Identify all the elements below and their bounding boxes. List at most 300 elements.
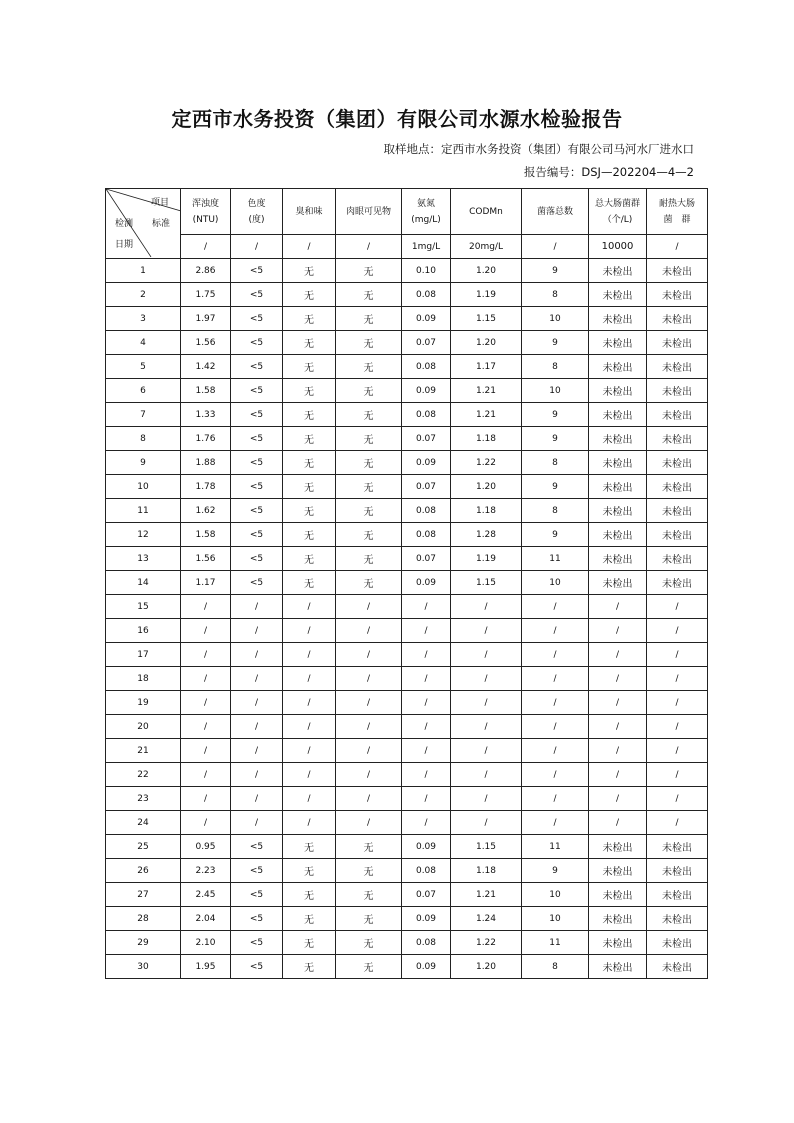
- cell-total-coliform: /: [589, 739, 647, 763]
- cell-codmn: 1.18: [451, 859, 522, 883]
- cell-visible-matter: /: [336, 643, 402, 667]
- cell-color: <5: [231, 283, 283, 307]
- cell-colony-count: 9: [522, 523, 589, 547]
- cell-visible-matter: /: [336, 667, 402, 691]
- cell-total-coliform: /: [589, 763, 647, 787]
- cell-turbidity: 1.97: [181, 307, 231, 331]
- cell-turbidity: 1.17: [181, 571, 231, 595]
- cell-color: /: [231, 739, 283, 763]
- cell-ammonia: /: [402, 643, 451, 667]
- cell-ammonia: 0.09: [402, 907, 451, 931]
- cell-color: <5: [231, 907, 283, 931]
- cell-thermo-coliform: /: [647, 787, 708, 811]
- cell-colony-count: 9: [522, 427, 589, 451]
- cell-turbidity: /: [181, 619, 231, 643]
- cell-total-coliform: 未检出: [589, 859, 647, 883]
- table-row: [106, 571, 708, 595]
- cell-thermo-coliform: 未检出: [647, 451, 708, 475]
- cell-thermo-coliform: 未检出: [647, 883, 708, 907]
- table-body: [106, 259, 708, 979]
- cell-colony-count: 8: [522, 955, 589, 979]
- cell-ammonia: /: [402, 691, 451, 715]
- cell-ammonia: /: [402, 619, 451, 643]
- cell-color: /: [231, 619, 283, 643]
- cell-total-coliform: 未检出: [589, 355, 647, 379]
- cell-thermo-coliform: /: [647, 619, 708, 643]
- cell-color: <5: [231, 883, 283, 907]
- cell-odor: /: [283, 787, 336, 811]
- cell-ammonia: 0.08: [402, 931, 451, 955]
- cell-total-coliform: /: [589, 643, 647, 667]
- table-row: [106, 811, 708, 835]
- report-number: 报告编号：DSJ—202204—4—2: [523, 165, 694, 179]
- cell-codmn: 1.15: [451, 835, 522, 859]
- cell-codmn: 1.19: [451, 283, 522, 307]
- cell-visible-matter: 无: [336, 523, 402, 547]
- sampling-location: 取样地点：定西市水务投资（集团）有限公司马河水厂进水口: [383, 142, 694, 156]
- cell-turbidity: 1.88: [181, 451, 231, 475]
- table-row: [106, 259, 708, 283]
- cell-total-coliform: 未检出: [589, 907, 647, 931]
- cell-date: 8: [106, 427, 181, 451]
- cell-colony-count: 9: [522, 259, 589, 283]
- cell-visible-matter: 无: [336, 307, 402, 331]
- cell-color: /: [231, 763, 283, 787]
- cell-odor: /: [283, 811, 336, 835]
- standard-value: /: [231, 235, 283, 259]
- cell-color: <5: [231, 259, 283, 283]
- cell-color: <5: [231, 499, 283, 523]
- water-quality-table: [105, 188, 708, 979]
- cell-codmn: /: [451, 763, 522, 787]
- cell-codmn: /: [451, 715, 522, 739]
- cell-odor: 无: [283, 259, 336, 283]
- cell-thermo-coliform: /: [647, 739, 708, 763]
- cell-date: 5: [106, 355, 181, 379]
- table-row: [106, 619, 708, 643]
- cell-colony-count: 9: [522, 403, 589, 427]
- cell-total-coliform: 未检出: [589, 379, 647, 403]
- col-header-colony-count: 菌落总数: [522, 189, 589, 235]
- table-row: [106, 355, 708, 379]
- cell-ammonia: 0.07: [402, 475, 451, 499]
- cell-odor: 无: [283, 523, 336, 547]
- cell-date: 3: [106, 307, 181, 331]
- cell-colony-count: 8: [522, 451, 589, 475]
- cell-colony-count: 10: [522, 307, 589, 331]
- cell-visible-matter: /: [336, 787, 402, 811]
- table-row: [106, 787, 708, 811]
- cell-codmn: 1.20: [451, 331, 522, 355]
- col-header-visible-matter: 肉眼可见物: [336, 189, 402, 235]
- cell-odor: /: [283, 715, 336, 739]
- cell-codmn: /: [451, 787, 522, 811]
- cell-visible-matter: /: [336, 691, 402, 715]
- cell-visible-matter: /: [336, 811, 402, 835]
- cell-codmn: 1.20: [451, 955, 522, 979]
- cell-odor: 无: [283, 283, 336, 307]
- cell-thermo-coliform: 未检出: [647, 571, 708, 595]
- cell-ammonia: 0.09: [402, 451, 451, 475]
- table-row: [106, 763, 708, 787]
- cell-total-coliform: 未检出: [589, 523, 647, 547]
- cell-turbidity: 1.56: [181, 547, 231, 571]
- table-row: [106, 691, 708, 715]
- cell-odor: 无: [283, 451, 336, 475]
- cell-codmn: /: [451, 643, 522, 667]
- cell-thermo-coliform: /: [647, 667, 708, 691]
- cell-visible-matter: /: [336, 595, 402, 619]
- cell-date: 21: [106, 739, 181, 763]
- cell-ammonia: /: [402, 595, 451, 619]
- cell-visible-matter: 无: [336, 403, 402, 427]
- table-row: [106, 499, 708, 523]
- cell-ammonia: 0.09: [402, 835, 451, 859]
- standard-row: [106, 235, 708, 259]
- cell-colony-count: /: [522, 691, 589, 715]
- cell-thermo-coliform: 未检出: [647, 859, 708, 883]
- cell-color: <5: [231, 403, 283, 427]
- cell-date: 24: [106, 811, 181, 835]
- cell-color: /: [231, 667, 283, 691]
- cell-odor: 无: [283, 547, 336, 571]
- cell-ammonia: 0.07: [402, 883, 451, 907]
- table-row: [106, 523, 708, 547]
- cell-color: /: [231, 811, 283, 835]
- cell-thermo-coliform: 未检出: [647, 955, 708, 979]
- cell-visible-matter: 无: [336, 355, 402, 379]
- table-row: [106, 835, 708, 859]
- table-row: [106, 883, 708, 907]
- cell-color: /: [231, 715, 283, 739]
- cell-ammonia: /: [402, 763, 451, 787]
- cell-total-coliform: 未检出: [589, 835, 647, 859]
- cell-thermo-coliform: 未检出: [647, 931, 708, 955]
- diag-label-date: 日期: [115, 240, 134, 250]
- cell-visible-matter: 无: [336, 331, 402, 355]
- col-header-codmn: CODMn: [451, 189, 522, 235]
- cell-color: <5: [231, 355, 283, 379]
- cell-codmn: 1.17: [451, 355, 522, 379]
- cell-visible-matter: 无: [336, 547, 402, 571]
- cell-colony-count: /: [522, 715, 589, 739]
- cell-visible-matter: /: [336, 739, 402, 763]
- table-row: [106, 643, 708, 667]
- cell-turbidity: 2.86: [181, 259, 231, 283]
- cell-codmn: 1.22: [451, 451, 522, 475]
- cell-codmn: 1.18: [451, 427, 522, 451]
- cell-date: 26: [106, 859, 181, 883]
- cell-color: /: [231, 595, 283, 619]
- cell-date: 28: [106, 907, 181, 931]
- table-row: [106, 451, 708, 475]
- cell-total-coliform: /: [589, 667, 647, 691]
- cell-color: /: [231, 643, 283, 667]
- table-row: [106, 595, 708, 619]
- cell-odor: /: [283, 691, 336, 715]
- cell-total-coliform: 未检出: [589, 283, 647, 307]
- cell-total-coliform: /: [589, 691, 647, 715]
- table-row: [106, 475, 708, 499]
- cell-date: 12: [106, 523, 181, 547]
- cell-turbidity: 1.33: [181, 403, 231, 427]
- cell-turbidity: 1.62: [181, 499, 231, 523]
- cell-date: 29: [106, 931, 181, 955]
- cell-colony-count: 11: [522, 835, 589, 859]
- cell-ammonia: /: [402, 667, 451, 691]
- cell-thermo-coliform: 未检出: [647, 907, 708, 931]
- cell-ammonia: 0.08: [402, 283, 451, 307]
- cell-turbidity: 2.45: [181, 883, 231, 907]
- cell-date: 14: [106, 571, 181, 595]
- cell-codmn: 1.22: [451, 931, 522, 955]
- table-row: [106, 379, 708, 403]
- cell-codmn: 1.15: [451, 307, 522, 331]
- cell-odor: 无: [283, 355, 336, 379]
- cell-date: 6: [106, 379, 181, 403]
- cell-total-coliform: 未检出: [589, 331, 647, 355]
- cell-total-coliform: /: [589, 787, 647, 811]
- cell-thermo-coliform: /: [647, 595, 708, 619]
- cell-odor: /: [283, 595, 336, 619]
- cell-odor: 无: [283, 859, 336, 883]
- cell-color: <5: [231, 427, 283, 451]
- cell-turbidity: 1.78: [181, 475, 231, 499]
- cell-ammonia: 0.08: [402, 523, 451, 547]
- cell-odor: /: [283, 667, 336, 691]
- cell-ammonia: 0.09: [402, 955, 451, 979]
- cell-turbidity: 2.23: [181, 859, 231, 883]
- table-row: [106, 307, 708, 331]
- cell-odor: 无: [283, 955, 336, 979]
- cell-turbidity: /: [181, 715, 231, 739]
- cell-thermo-coliform: /: [647, 643, 708, 667]
- col-header-turbidity: 浑浊度 (NTU): [181, 189, 231, 235]
- cell-ammonia: 0.08: [402, 355, 451, 379]
- table-row: [106, 739, 708, 763]
- cell-ammonia: 0.07: [402, 427, 451, 451]
- cell-odor: 无: [283, 835, 336, 859]
- table-row: [106, 331, 708, 355]
- cell-date: 18: [106, 667, 181, 691]
- cell-odor: 无: [283, 931, 336, 955]
- cell-thermo-coliform: 未检出: [647, 283, 708, 307]
- cell-turbidity: 1.75: [181, 283, 231, 307]
- cell-date: 25: [106, 835, 181, 859]
- cell-turbidity: /: [181, 739, 231, 763]
- table-row: [106, 427, 708, 451]
- cell-odor: 无: [283, 307, 336, 331]
- table-row: [106, 283, 708, 307]
- cell-visible-matter: /: [336, 715, 402, 739]
- cell-visible-matter: 无: [336, 451, 402, 475]
- standard-value: 1mg/L: [402, 235, 451, 259]
- cell-turbidity: 1.95: [181, 955, 231, 979]
- cell-turbidity: /: [181, 787, 231, 811]
- cell-thermo-coliform: /: [647, 763, 708, 787]
- cell-turbidity: /: [181, 643, 231, 667]
- cell-colony-count: 9: [522, 475, 589, 499]
- cell-total-coliform: /: [589, 619, 647, 643]
- cell-thermo-coliform: 未检出: [647, 355, 708, 379]
- cell-visible-matter: 无: [336, 283, 402, 307]
- cell-date: 19: [106, 691, 181, 715]
- cell-color: /: [231, 787, 283, 811]
- cell-colony-count: 10: [522, 379, 589, 403]
- table-row: [106, 547, 708, 571]
- table-row: [106, 955, 708, 979]
- cell-color: <5: [231, 931, 283, 955]
- col-header-total-coliform: 总大肠菌群 （个/L): [589, 189, 647, 235]
- cell-color: <5: [231, 955, 283, 979]
- cell-color: <5: [231, 331, 283, 355]
- cell-colony-count: /: [522, 811, 589, 835]
- cell-colony-count: /: [522, 643, 589, 667]
- cell-odor: 无: [283, 499, 336, 523]
- cell-codmn: /: [451, 595, 522, 619]
- cell-visible-matter: 无: [336, 499, 402, 523]
- cell-turbidity: 0.95: [181, 835, 231, 859]
- diag-label-item: 项目: [151, 198, 170, 208]
- cell-ammonia: /: [402, 811, 451, 835]
- cell-odor: 无: [283, 907, 336, 931]
- standard-value: 20mg/L: [451, 235, 522, 259]
- cell-ammonia: 0.07: [402, 331, 451, 355]
- cell-color: <5: [231, 307, 283, 331]
- cell-thermo-coliform: 未检出: [647, 547, 708, 571]
- report-title: 定西市水务投资（集团）有限公司水源水检验报告: [171, 107, 623, 131]
- standard-value: /: [336, 235, 402, 259]
- cell-date: 10: [106, 475, 181, 499]
- cell-turbidity: /: [181, 667, 231, 691]
- cell-total-coliform: 未检出: [589, 403, 647, 427]
- cell-total-coliform: 未检出: [589, 883, 647, 907]
- standard-value: /: [522, 235, 589, 259]
- cell-colony-count: 11: [522, 931, 589, 955]
- cell-color: <5: [231, 451, 283, 475]
- cell-date: 20: [106, 715, 181, 739]
- cell-visible-matter: 无: [336, 859, 402, 883]
- cell-date: 15: [106, 595, 181, 619]
- cell-thermo-coliform: 未检出: [647, 835, 708, 859]
- cell-turbidity: /: [181, 811, 231, 835]
- diag-label-standard: 标准: [152, 219, 171, 229]
- cell-ammonia: 0.07: [402, 547, 451, 571]
- standard-value: /: [283, 235, 336, 259]
- cell-visible-matter: 无: [336, 571, 402, 595]
- table-header: [106, 189, 708, 259]
- cell-total-coliform: 未检出: [589, 547, 647, 571]
- standard-value: 10000: [589, 235, 647, 259]
- cell-total-coliform: 未检出: [589, 931, 647, 955]
- cell-colony-count: /: [522, 739, 589, 763]
- cell-total-coliform: /: [589, 595, 647, 619]
- cell-colony-count: 11: [522, 547, 589, 571]
- cell-total-coliform: 未检出: [589, 307, 647, 331]
- cell-turbidity: 1.42: [181, 355, 231, 379]
- cell-thermo-coliform: 未检出: [647, 331, 708, 355]
- cell-colony-count: 8: [522, 283, 589, 307]
- cell-date: 9: [106, 451, 181, 475]
- cell-ammonia: 0.09: [402, 571, 451, 595]
- table-row: [106, 931, 708, 955]
- cell-ammonia: 0.08: [402, 499, 451, 523]
- cell-thermo-coliform: 未检出: [647, 403, 708, 427]
- cell-colony-count: /: [522, 667, 589, 691]
- cell-color: /: [231, 691, 283, 715]
- cell-ammonia: /: [402, 787, 451, 811]
- cell-codmn: 1.15: [451, 571, 522, 595]
- cell-date: 23: [106, 787, 181, 811]
- cell-colony-count: 10: [522, 571, 589, 595]
- cell-color: <5: [231, 571, 283, 595]
- cell-odor: 无: [283, 379, 336, 403]
- cell-date: 22: [106, 763, 181, 787]
- cell-thermo-coliform: /: [647, 691, 708, 715]
- cell-codmn: 1.19: [451, 547, 522, 571]
- cell-turbidity: 1.58: [181, 379, 231, 403]
- cell-thermo-coliform: /: [647, 715, 708, 739]
- cell-odor: /: [283, 739, 336, 763]
- cell-visible-matter: 无: [336, 427, 402, 451]
- cell-ammonia: 0.09: [402, 379, 451, 403]
- cell-color: <5: [231, 475, 283, 499]
- cell-total-coliform: 未检出: [589, 571, 647, 595]
- cell-visible-matter: 无: [336, 907, 402, 931]
- cell-visible-matter: 无: [336, 259, 402, 283]
- cell-codmn: 1.21: [451, 379, 522, 403]
- cell-date: 17: [106, 643, 181, 667]
- cell-total-coliform: 未检出: [589, 259, 647, 283]
- table-row: [106, 907, 708, 931]
- cell-turbidity: /: [181, 763, 231, 787]
- cell-thermo-coliform: 未检出: [647, 475, 708, 499]
- cell-colony-count: /: [522, 787, 589, 811]
- cell-visible-matter: 无: [336, 379, 402, 403]
- cell-colony-count: /: [522, 763, 589, 787]
- cell-ammonia: 0.09: [402, 307, 451, 331]
- cell-ammonia: 0.08: [402, 859, 451, 883]
- cell-turbidity: /: [181, 595, 231, 619]
- cell-turbidity: 1.56: [181, 331, 231, 355]
- cell-odor: 无: [283, 571, 336, 595]
- standard-value: /: [181, 235, 231, 259]
- cell-thermo-coliform: 未检出: [647, 259, 708, 283]
- cell-colony-count: 10: [522, 883, 589, 907]
- cell-turbidity: 1.76: [181, 427, 231, 451]
- cell-total-coliform: 未检出: [589, 475, 647, 499]
- cell-color: <5: [231, 547, 283, 571]
- cell-colony-count: 9: [522, 859, 589, 883]
- cell-odor: /: [283, 619, 336, 643]
- cell-colony-count: /: [522, 595, 589, 619]
- cell-codmn: /: [451, 619, 522, 643]
- cell-codmn: /: [451, 739, 522, 763]
- cell-date: 4: [106, 331, 181, 355]
- cell-date: 11: [106, 499, 181, 523]
- cell-total-coliform: /: [589, 811, 647, 835]
- cell-visible-matter: 无: [336, 883, 402, 907]
- cell-codmn: /: [451, 691, 522, 715]
- cell-date: 7: [106, 403, 181, 427]
- cell-odor: 无: [283, 427, 336, 451]
- table-row: [106, 403, 708, 427]
- cell-odor: 无: [283, 475, 336, 499]
- cell-turbidity: 1.58: [181, 523, 231, 547]
- cell-ammonia: /: [402, 715, 451, 739]
- cell-odor: 无: [283, 883, 336, 907]
- cell-turbidity: 2.10: [181, 931, 231, 955]
